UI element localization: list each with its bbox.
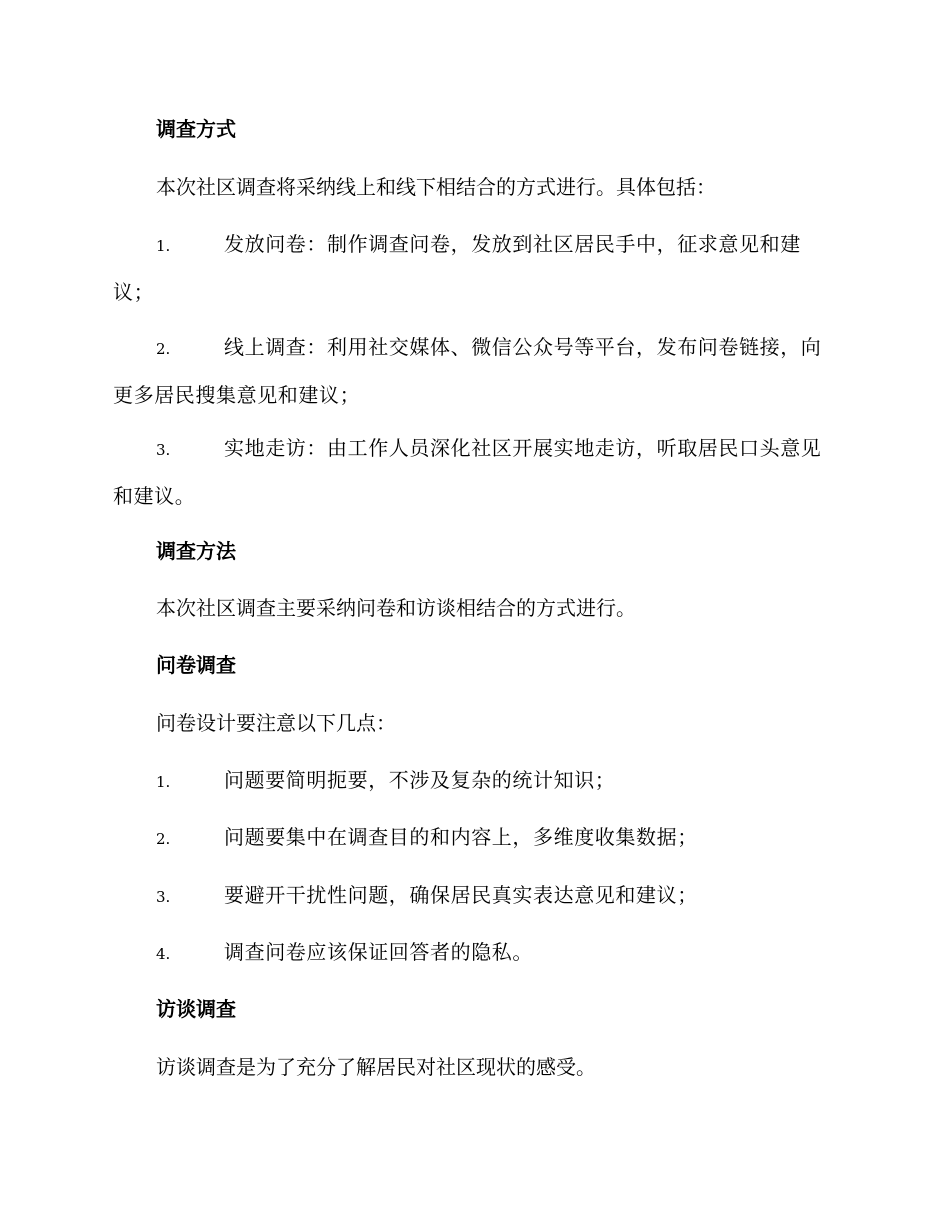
list-number: 2. (156, 830, 171, 848)
list-number: 1. (156, 237, 171, 255)
list-item-text: 要避开干扰性问题，确保居民真实表达意见和建议； (224, 883, 698, 907)
list-item-text: 问题要集中在调查目的和内容上，多维度收集数据； (224, 825, 698, 849)
paragraph-survey-mode-intro: 本次社区调查将采纳线上和线下相结合的方式进行。具体包括： (156, 175, 716, 199)
section-heading-survey-mode: 调查方式 (156, 117, 236, 141)
list-number: 2. (156, 340, 171, 358)
list-number: 4. (156, 945, 171, 963)
list-item (113, 872, 835, 920)
section-heading-interview: 访谈调查 (156, 997, 236, 1021)
list-item (113, 324, 835, 418)
section-heading-questionnaire: 问卷调查 (156, 653, 236, 677)
list-item-text: 调查问卷应该保证回答者的隐私。 (224, 940, 533, 964)
list-item (113, 814, 835, 862)
list-item-text: 问题要简明扼要，不涉及复杂的统计知识； (224, 768, 616, 792)
list-item-text: 实地走访：由工作人员深化社区开展实地走访，听取居民口头意见和建议。 (113, 436, 822, 508)
list-number: 3. (156, 441, 171, 459)
list-number: 1. (156, 773, 171, 791)
paragraph-questionnaire-intro: 问卷设计要注意以下几点： (156, 711, 396, 735)
list-item (113, 221, 835, 315)
paragraph-interview-intro: 访谈调查是为了充分了解居民对社区现状的感受。 (156, 1055, 596, 1079)
list-item-text: 线上调查：利用社交媒体、微信公众号等平台，发布问卷链接，向更多居民搜集意见和建议； (113, 335, 822, 407)
list-item (113, 757, 835, 805)
section-heading-survey-method: 调查方法 (156, 539, 236, 563)
list-item (113, 929, 835, 977)
list-item-text: 发放问卷：制作调查问卷，发放到社区居民手中，征求意见和建议； (113, 232, 801, 304)
list-number: 3. (156, 888, 171, 906)
list-item (113, 425, 835, 519)
paragraph-survey-method-intro: 本次社区调查主要采纳问卷和访谈相结合的方式进行。 (156, 596, 636, 620)
